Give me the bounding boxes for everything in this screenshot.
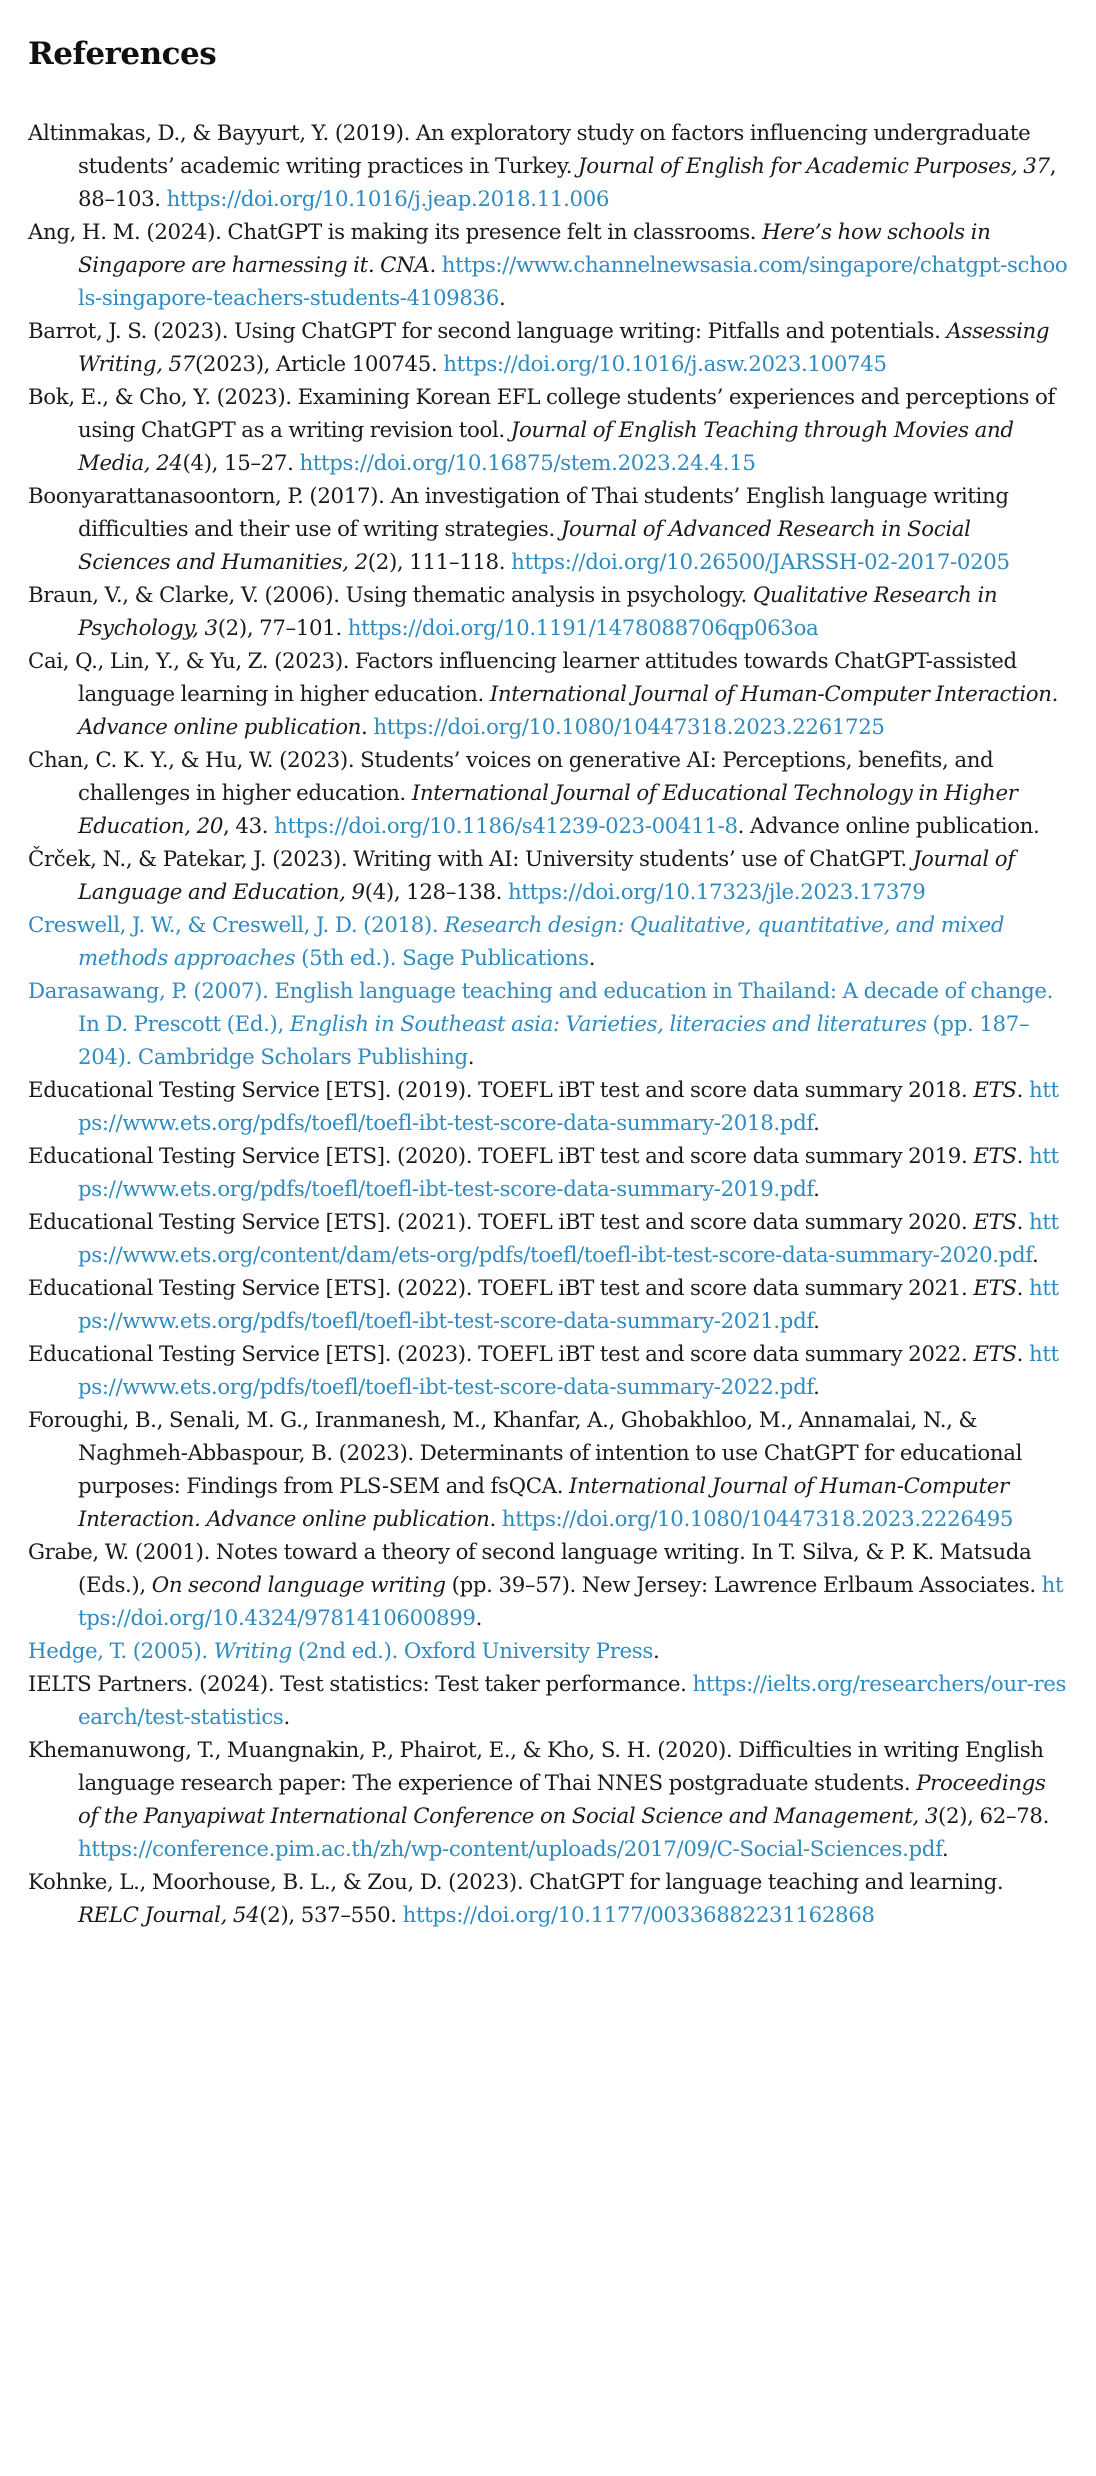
- reference-link[interactable]: https://doi.org/10.4324/9781410600899: [78, 1573, 1064, 1631]
- reference-entry: [28, 1140, 1068, 1206]
- reference-link[interactable]: https://ielts.org/researchers/our-research/test-statistics: [78, 1672, 1067, 1730]
- reference-details: .: [1016, 1144, 1029, 1169]
- reference-trailing: .: [941, 1837, 949, 1862]
- reference-trailing: .: [813, 1177, 820, 1202]
- reference-details: .: [489, 1507, 502, 1532]
- reference-entry: [28, 843, 1068, 909]
- reference-text: Hedge, T. (2005).: [28, 1639, 214, 1664]
- reference-entry: [28, 1338, 1068, 1404]
- reference-details: (5th ed.). Sage Publications: [295, 946, 589, 971]
- reference-text: Chan, C. K. Y., & Hu, W. (2023). Students’ voices on generative AI: Perceptions, benefits, and challenges in higher education.: [28, 748, 994, 806]
- reference-source: Qualitative Research in Psychology, 3: [78, 583, 998, 641]
- reference-text: Barrot, J. S. (2023). Using ChatGPT for second language writing: Pitfalls and potentials.: [28, 319, 947, 344]
- reference-details: (2), 77–101.: [217, 616, 348, 641]
- reference-text: Altinmakas, D., & Bayyurt, Y. (2019). An exploratory study on factors influencing undergraduate students’ academic writing practices in Turkey.: [28, 121, 1031, 179]
- reference-trailing: . Advance online publication.: [737, 814, 1040, 839]
- reference-link[interactable]: https://www.ets.org/pdfs/toefl/toefl-ibt-test-score-data-summary-2018.pdf: [78, 1078, 1059, 1136]
- reference-details: , 43.: [223, 814, 275, 839]
- reference-details: .: [1016, 1078, 1029, 1103]
- reference-details: (4), 15–27.: [182, 451, 300, 476]
- reference-source: ETS: [973, 1078, 1017, 1103]
- reference-entry: [28, 381, 1068, 480]
- reference-source: Here’s how schools in Singapore are harnessing it. CNA: [78, 220, 991, 278]
- reference-text: Boonyarattanasoontorn, P. (2017). An investigation of Thai students’ English language writing difficulties and their use of writing strategies.: [28, 484, 1009, 542]
- reference-trailing: .: [588, 946, 596, 971]
- reference-text: Bok, E., & Cho, Y. (2023). Examining Korean EFL college students’ experiences and perceptions of using ChatGPT as a writing revision tool.: [28, 385, 1056, 443]
- reference-entry: [28, 1734, 1068, 1866]
- reference-entry: [28, 1668, 1068, 1734]
- reference-source: ETS: [973, 1144, 1017, 1169]
- reference-link[interactable]: https://doi.org/10.1080/10447318.2023.2226495: [501, 1507, 1014, 1532]
- reference-link[interactable]: https://doi.org/10.1186/s41239-023-00411-8: [274, 814, 738, 839]
- reference-details: (2), 111–118.: [367, 550, 512, 575]
- reference-source: ETS: [973, 1210, 1017, 1235]
- reference-link[interactable]: https://doi.org/10.16875/stem.2023.24.4.15: [299, 451, 756, 476]
- reference-link[interactable]: https://conference.pim.ac.th/zh/wp-content/uploads/2017/09/C-Social-Sciences.pdf: [78, 1837, 942, 1862]
- reference-entry: [28, 1272, 1068, 1338]
- reference-link[interactable]: https://doi.org/10.17323/jle.2023.17379: [508, 880, 926, 905]
- reference-text: Khemanuwong, T., Muangnakin, P., Phairot, E., & Kho, S. H. (2020). Difficulties in writing English language research paper: The experience of Thai NNES postgraduate students.: [28, 1738, 1044, 1796]
- reference-entry: [28, 117, 1068, 216]
- reference-trailing: .: [498, 286, 506, 311]
- reference-source: International Journal of Human-Computer Interaction. Advance online publication: [78, 682, 1059, 740]
- reference-details: (2), 62–78.: [938, 1804, 1050, 1829]
- reference-entry[interactable]: [28, 909, 1068, 975]
- references-page: [28, 34, 1068, 1932]
- reference-source: Research design: Qualitative, quantitative, and mixed methods approaches: [78, 913, 1005, 971]
- reference-link[interactable]: https://doi.org/10.1080/10447318.2023.2261725: [373, 715, 885, 740]
- reference-link[interactable]: https://www.ets.org/pdfs/toefl/toefl-ibt-test-score-data-summary-2021.pdf: [78, 1276, 1059, 1334]
- reference-entry: [28, 1536, 1068, 1635]
- reference-source: Writing: [213, 1639, 292, 1664]
- reference-details: .: [361, 715, 374, 740]
- reference-link[interactable]: https://www.ets.org/pdfs/toefl/toefl-ibt-test-score-data-summary-2022.pdf: [78, 1342, 1059, 1400]
- reference-link[interactable]: https://www.ets.org/content/dam/ets-org/pdfs/toefl/toefl-ibt-test-score-data-summary-2020.pdf: [78, 1210, 1059, 1268]
- reference-entry: [28, 1866, 1068, 1932]
- reference-entry[interactable]: [28, 1635, 1068, 1668]
- reference-entry: [28, 1206, 1068, 1272]
- reference-text: Foroughi, B., Senali, M. G., Iranmanesh, M., Khanfar, A., Ghobakhloo, M., Annamalai, N., & Naghmeh-Abbaspour, B. (2023). Determinants of intention to use ChatGPT for educational purposes: Findings from PLS-SEM and fsQCA.: [28, 1408, 1023, 1499]
- reference-text: Darasawang, P. (2007). English language teaching and education in Thailand: A decade of change. In D. Prescott (Ed.),: [28, 979, 1054, 1037]
- reference-text: Educational Testing Service [ETS]. (2022). TOEFL iBT test and score data summary 2021.: [28, 1276, 974, 1301]
- reference-source: English in Southeast asia: Varieties, literacies and literatures: [289, 1012, 927, 1037]
- reference-source: Journal of Advanced Research in Social Sciences and Humanities, 2: [78, 517, 971, 575]
- reference-source: International Journal of Human-Computer Interaction. Advance online publication: [78, 1474, 1009, 1532]
- reference-source: Journal of English for Academic Purposes, 37: [578, 154, 1050, 179]
- reference-source: ETS: [973, 1342, 1017, 1367]
- reference-link[interactable]: https://www.ets.org/pdfs/toefl/toefl-ibt-test-score-data-summary-2019.pdf: [78, 1144, 1059, 1202]
- reference-trailing: .: [283, 1705, 290, 1730]
- reference-text: Cai, Q., Lin, Y., & Yu, Z. (2023). Factors influencing learner attitudes towards ChatGPT-assisted language learning in higher education.: [28, 649, 1017, 707]
- reference-trailing: .: [1032, 1243, 1039, 1268]
- reference-source: RELC Journal, 54: [78, 1903, 260, 1928]
- reference-details: .: [429, 253, 442, 278]
- reference-details: (pp. 39–57). New Jersey: Lawrence Erlbaum Associates.: [445, 1573, 1042, 1598]
- reference-link[interactable]: https://doi.org/10.1177/00336882231162868: [402, 1903, 875, 1928]
- reference-details: .: [1016, 1210, 1029, 1235]
- reference-source: Journal of Language and Education, 9: [78, 847, 1015, 905]
- reference-text: IELTS Partners. (2024). Test statistics: Test taker performance.: [28, 1672, 693, 1697]
- reference-details: (2), 537–550.: [259, 1903, 403, 1928]
- reference-text: Educational Testing Service [ETS]. (2019). TOEFL iBT test and score data summary 2018.: [28, 1078, 974, 1103]
- reference-link[interactable]: https://doi.org/10.1016/j.asw.2023.100745: [443, 352, 887, 377]
- reference-details: , 88–103.: [78, 154, 1057, 212]
- reference-details: (2023), Article 100745.: [194, 352, 444, 377]
- reference-link[interactable]: https://doi.org/10.1191/1478088706qp063oa: [347, 616, 819, 641]
- reference-entry: [28, 645, 1068, 744]
- reference-entry: [28, 1074, 1068, 1140]
- reference-source: ETS: [973, 1276, 1017, 1301]
- reference-text: Braun, V., & Clarke, V. (2006). Using thematic analysis in psychology.: [28, 583, 753, 608]
- reference-trailing: .: [813, 1111, 820, 1136]
- reference-trailing: .: [467, 1045, 475, 1070]
- reference-source: Journal of English Teaching through Movies and Media, 24: [78, 418, 1014, 476]
- reference-details: .: [1016, 1276, 1029, 1301]
- reference-entry[interactable]: [28, 975, 1068, 1074]
- reference-source: International Journal of Educational Technology in Higher Education, 20: [78, 781, 1018, 839]
- reference-text: Educational Testing Service [ETS]. (2021). TOEFL iBT test and score data summary 2020.: [28, 1210, 974, 1235]
- reference-text: Creswell, J. W., & Creswell, J. D. (2018).: [28, 913, 445, 938]
- reference-entry: [28, 315, 1068, 381]
- reference-entry: [28, 579, 1068, 645]
- reference-details: (2nd ed.). Oxford University Press: [291, 1639, 653, 1664]
- reference-text: Kohnke, L., Moorhouse, B. L., & Zou, D. (2023). ChatGPT for language teaching and learning.: [28, 1870, 1004, 1895]
- section-title: References: [28, 36, 217, 72]
- reference-source: On second language writing: [151, 1573, 446, 1598]
- reference-trailing: .: [652, 1639, 660, 1664]
- reference-text: Educational Testing Service [ETS]. (2020). TOEFL iBT test and score data summary 2019.: [28, 1144, 974, 1169]
- reference-trailing: .: [475, 1606, 483, 1631]
- reference-details: (4), 128–138.: [364, 880, 508, 905]
- reference-text: Črček, N., & Patekar, J. (2023). Writing with AI: University students’ use of ChatGPT.: [28, 847, 913, 872]
- reference-entry: [28, 744, 1068, 843]
- reference-source: Proceedings of the Panyapiwat International Conference on Social Science and Management, 3: [78, 1771, 1046, 1829]
- reference-entry: [28, 216, 1068, 315]
- reference-text: Grabe, W. (2001). Notes toward a theory of second language writing. In T. Silva, & P. K. Matsuda (Eds.),: [28, 1540, 1032, 1598]
- reference-text: Educational Testing Service [ETS]. (2023). TOEFL iBT test and score data summary 2022.: [28, 1342, 974, 1367]
- reference-trailing: .: [813, 1309, 820, 1334]
- reference-trailing: .: [813, 1375, 820, 1400]
- reference-entry: [28, 480, 1068, 579]
- reference-details: .: [1016, 1342, 1029, 1367]
- reference-link[interactable]: https://doi.org/10.26500/JARSSH-02-2017-0205: [511, 550, 1010, 575]
- reference-entry: [28, 1404, 1068, 1536]
- reference-source: Assessing Writing, 57: [78, 319, 1050, 377]
- reference-text: Ang, H. M. (2024). ChatGPT is making its presence felt in classrooms.: [28, 220, 763, 245]
- reference-link[interactable]: https://doi.org/10.1016/j.jeap.2018.11.006: [166, 187, 610, 212]
- reference-details: (pp. 187–204). Cambridge Scholars Publishing: [78, 1012, 1030, 1070]
- reference-list: [28, 117, 1068, 1932]
- reference-link[interactable]: https://www.channelnewsasia.com/singapore/chatgpt-schools-singapore-teachers-students-4109836: [78, 253, 1068, 311]
